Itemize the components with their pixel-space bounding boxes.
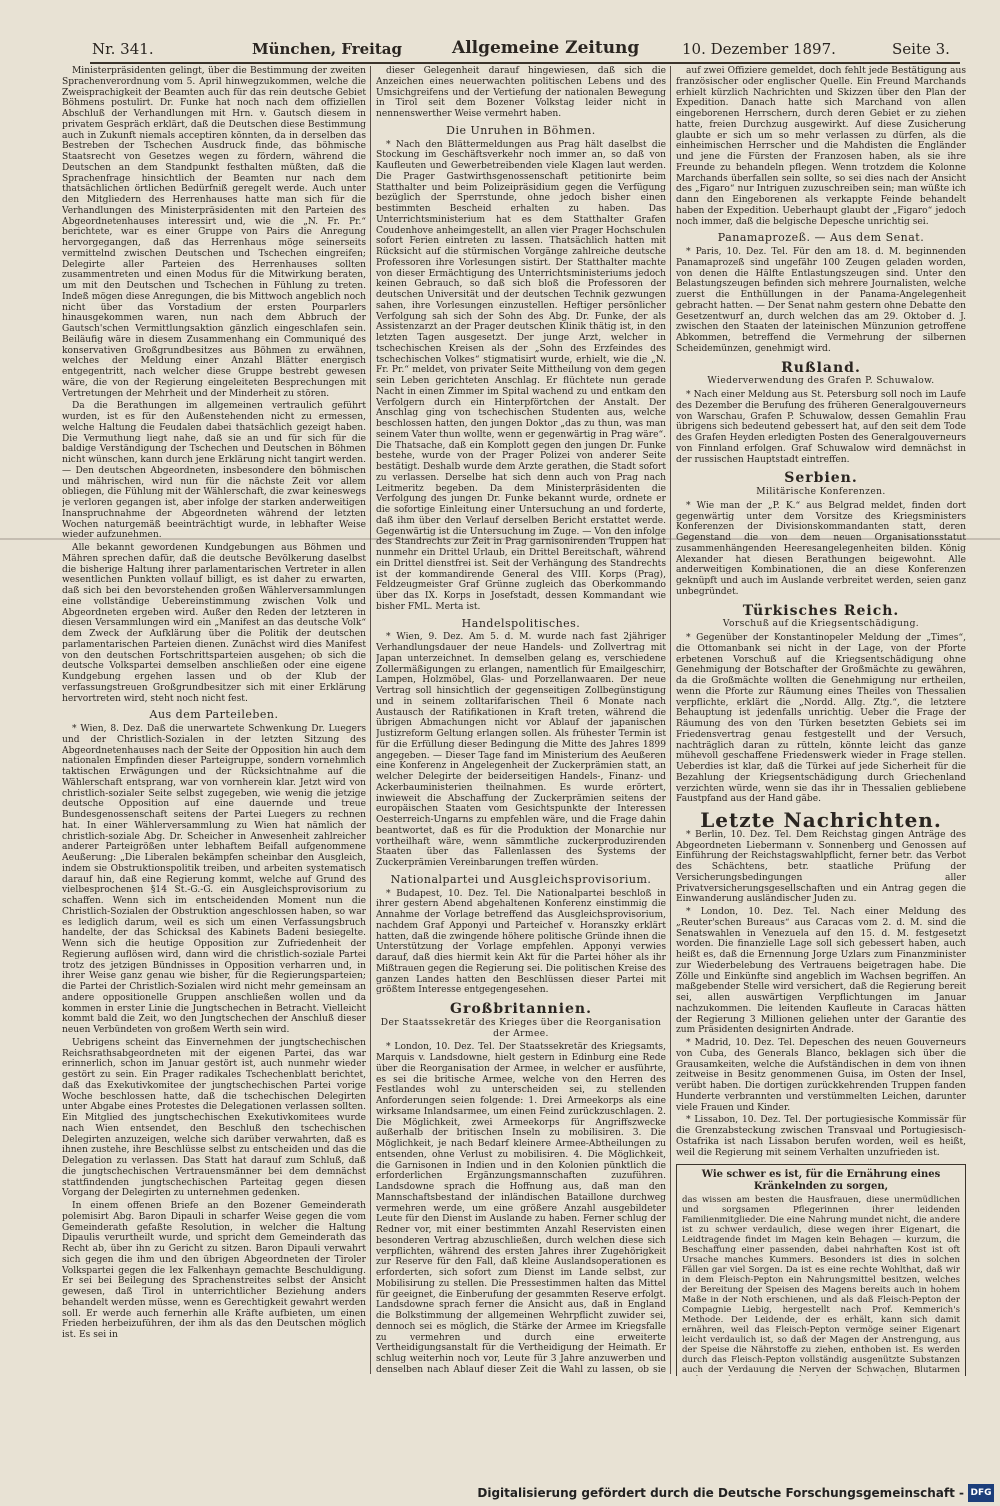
column-2 bbox=[376, 66, 666, 1376]
page-header bbox=[92, 40, 952, 62]
column-3 bbox=[676, 66, 966, 1376]
article-paragraph: * Lissabon, 10. Dez. Tel. Der portugiesische Kommissär für die Grenzabsteckung zwischen Transvaal und Portugiesisch-Ostafrika ist nach Lissabon berufen worden, weil es heißt, weil die Regierung mit seinem Verhalten unzufrieden ist. bbox=[676, 1115, 966, 1158]
masthead-title: Allgemeine Zeitung bbox=[452, 38, 640, 58]
ad-headline: Wie schwer es ist, für die Ernährung eines Kränkelnden zu sorgen, bbox=[701, 1169, 941, 1193]
city-day: München, Freitag bbox=[252, 40, 403, 58]
advertisement-fleisch-pepton bbox=[676, 1164, 966, 1376]
issue-date: 10. Dezember 1897. bbox=[682, 40, 836, 58]
section-heading: Nationalpartei und Ausgleichsprovisorium. bbox=[390, 872, 652, 886]
column-rule bbox=[670, 66, 671, 1374]
article-paragraph: * Paris, 10. Dez. Tel. Für den am 18. d. M. beginnenden Panamaprozeß sind ungefähr 100 Zeugen geladen worden, von denen die Hälfte Entlastungszeugen sind. Unter den Belastungszeugen befinden sich mehrere Journalisten, welche zuerst die Enthüllungen in der Panama-Angelegenheit gebracht hatten. — Der Senat nahm gestern ohne Debatte den Gesetzentwurf an, durch welchen das am 29. Oktober d. J. zwischen den Staaten der lateinischen Münzunion getroffene Abkommen, betreffend die Vermehrung der silbernen Scheidemünzen, genehmigt wird. bbox=[676, 247, 966, 354]
country-heading: Serbien. bbox=[784, 470, 858, 487]
article-paragraph: * London, 10. Dez. Tel. Nach einer Meldung des „Reuter'schen Bureaus“ aus Caracas vom 2. d. M. sind die Senatswahlen in Venezuela auf den 15. d. M. festgesetzt worden. Die finanzielle Lage soll sich gebessert haben, auch heißt es, daß die Ernennung Jorge Uzlars zum Finanzminister zur Wiederbelebung des Vertrauens beigetragen habe. Die Zölle und Einkünfte sind angeblich im Wachsen begriffen. An maßgebender Stelle wird versichert, daß die Regierung bereit sei, allen auswärtigen Verpflichtungen im Januar nachzukommen. Die leitenden Kaufleute in Caracas hätten der Regierung 3 Millionen geliehen unter der Garantie des zum Präsidenten designirten Andrade. bbox=[676, 907, 966, 1036]
section-heading: Die Unruhen in Böhmen. bbox=[446, 123, 596, 137]
article-paragraph: * London, 10. Dez. Tel. Der Staatssekretär des Kriegsamts, Marquis v. Landsdowne, hielt gestern in Edinburg eine Rede über die Reorganisation der Armee, in welcher er ausführte, es sei die britische Armee, welche von den Herren des Festlandes wohl zu unterscheiden sei, zu stellenden Anforderungen seien folgende: 1. Drei Armeekorps als eine wirksame Inlandsarmee, um einen Feind zurückzuschlagen. 2. Die Möglichkeit, zwei Armeekorps für Angriffszwecke außerhalb der britischen Inseln zu mobilisiren. 3. Die Möglichkeit, je nach Bedarf kleinere Armee-Abtheilungen zu entsenden, ohne Verlust zu mobilisiren. 4. Die Möglichkeit, die Garnisonen in Indien und in den Kolonien pünktlich die erforderlichen Ergänzungsmannschaften zuzuführen. Landsdowne sprach die Hoffnung aus, daß man den Mannschaftsbestand der inländischen Bataillone durchweg vermehren werde, um eine größere Anzahl ausgebildeter Leute für den Dienst im Auslande zu haben. Ferner schlug der Redner vor, mit einer bestimmten Anzahl Reservisten einen besonderen Vertrag abzuschließen, durch welchen diese sich verpflichten, während des ersten Jahres ihrer Zugehörigkeit zur Reserve für den Fall, daß kleine Auslandsoperationen es erforderten, sich sofort zum Dienst im Lande selbst, zur Mobilisirung zu stellen. Die Pressestimmen halten das Mittel für geeignet, die Einberufung der gesammten Reserve erfolgt. Landsdowne sprach ferner die Ansicht aus, daß in England die Bolkstimmung der allgemeinen Wehrpflicht zuwider sei, dennoch sei es möglich, die Stärke der Armee im Kriegsfalle zu vermehren und durch eine erweiterte Vertheidigungsanstalt für die Vertheidigung der Heimath. Er schlug weiterhin noch vor, Leute für 3 Jahre anzuwerben und denselben nach Ablauf dieser Zeit die Wahl zu lassen, ob sie bbox=[376, 1042, 666, 1375]
subheading: Militärische Konferenzen. bbox=[756, 487, 886, 497]
country-heading: Türkisches Reich. bbox=[742, 602, 900, 619]
header-rule bbox=[90, 62, 960, 64]
country-heading: Großbritannien. bbox=[450, 1001, 592, 1017]
country-heading: Rußland. bbox=[781, 359, 861, 376]
article-paragraph: Ministerpräsidenten gelingt, über die Bestimmung der zweiten Sprachenverordnung vom 5. April hinwegzukommen, welche die Zweisprachigkeit der Beamten auch für das rein deutsche Gebiet Böhmens postulirt. Dr. Funke hat noch nach dem offiziellen Abschluß der Verhandlungen mit Hrn. v. Gautsch diesem in privatem Gespräch erklärt, daß die Deutschen diese Bestimmung auch in Zukunft niemals acceptiren könnten, da in derselben das Bestreben der Tschechen Ausdruck finde, das böhmische Staatsrecht von Gesetzes wegen zu fördern, während die Deutschen an dem Standpunkt festhalten müßten, daß die Sprachenfrage hinsichtlich der Beamten nur nach dem thatsächlichen örtlichen Bedürfniß geregelt werde. Auch unter den Mitgliedern des Herrenhauses hatte man sich für die Verhandlungen des Ministerpräsidenten mit den Parteien des Abgeordnetenhauses interessirt und, wie die „N. Fr. Pr.“ berichtete, war es einer Gruppe von Pairs die Anregung hervorgegangen, daß das Herrenhaus möge seinerseits vermittelnd zwischen Deutschen und Tschechen eingreifen; Delegirte aller Parteien des Herrenhauses sollten zusammentreten und einen Modus für die Mitwirkung beraten, um mit den Deutschen und Tschechen in Fühlung zu treten. Indeß mögen diese Anregungen, die bis Mittwoch angeblich noch nicht über das Vorstadium der ersten Pourparlers hinausgekommen waren, nun nach dem Abbruch der Gautsch'schen Vermittlungsaktion gänzlich eingeschlafen sein. Beiläufig wäre in diesem Zusammenhang ein Communiqué des konservativen Großgrundbesitzes aus Böhmen zu erwähnen, welches der Meldung einer Anzahl Blätter energisch entgegentritt, nach welcher diese Gruppe bestrebt gewesen wäre, die von der Regierung eingeleiteten Besprechungen mit Vertretungen der Mehrheit und der Minderheit zu stören. bbox=[62, 66, 366, 399]
column-1 bbox=[62, 66, 366, 1376]
article-paragraph: * Budapest, 10. Dez. Tel. Die Nationalpartei beschloß in ihrer gestern Abend abgehaltenen Konferenz einstimmig die Annahme der Vorlage betreffend das Ausgleichsprovisorium, nachdem Graf Apponyi und Parteichef v. Horanszky erklärt hatten, daß die zwingende höhere politische Gründe ihnen die Unterstützung der Vorlage empfehlen. Apponyi verwies darauf, daß dies hiermit kein Akt für die Partei höher als ihr Mißtrauen gegen die Regierung sei. Die politischen Kreise des ganzen Landes hatten den Beschlüssen dieser Partei mit größtem Interesse entgegengesehen. bbox=[376, 888, 666, 996]
article-paragraph: auf zwei Offiziere gemeldet, doch fehlt jede Bestätigung aus französischer oder englischer Quelle. Ein Freund Marchands erhielt kürzlich Nachrichten und Skizzen über den Plan der Expedition. Danach hatte sich Marchand von allen eingeborenen Herrschern, durch deren Gebiet er zu ziehen hatte, freien Durchzug ausgewirkt. Auf diese Zusicherung glaubte er sich um so mehr verlassen zu dürfen, als die einheimischen Herrscher und die Mahdisten die Engländer und jene die Fürsten der Franzosen haben, als sie ihre Freunde zu behandeln pflegen. Wenn trotzdem die Kolonne Marchands überfallen sein sollte, so sei dies nach der Ansicht des „Figaro“ nur Intriguen zuzuschreiben sein; man wüßte ich dann den Eingeborenen als verkappte Feinde behandelt haben der Expedition. Ueberhaupt glaubt der „Figaro“ jedoch noch immer, daß die belgische Depesche unrichtig sei. bbox=[676, 66, 966, 227]
subheading: Der Staatssekretär des Krieges über die Reorganisation der Armee. bbox=[380, 1017, 662, 1039]
dfg-logo: DFG bbox=[968, 1484, 994, 1502]
digitization-footer bbox=[0, 1482, 1000, 1506]
article-paragraph: Alle bekannt gewordenen Kundgebungen aus Böhmen und Mähren sprechen dafür, daß die deutsche Bevölkerung daselbst die bisherige Haltung ihrer parlamentarischen Vertreter in allen wesentlichen Punkten vollauf billigt, es ist daher zu erwarten, daß sich bei den bevorstehenden großen Wählerversammlungen eine vollständige Uebereinstimmung zwischen Volk und Abgeordneten ergeben wird. Außer den Reden der letzteren in diesen Versammlungen wird ein „Manifest an das deutsche Volk“ dem Zweck der Aufklärung über die Politik der deutschen parlamentarischen Parteien dienen. Zunächst wird dies Manifest von den deutschen Fortschrittsparteien ausgehen; ob sich die deutsche Volkspartei demselben anschließen oder eine eigene Kundgebung ergehen lassen und ob der Klub der verfassungstreuen Großgrundbesitzer sich mit einer Erklärung hervortreten wird, steht noch nicht fest. bbox=[62, 543, 366, 704]
article-paragraph: * Gegenüber der Konstantinopeler Meldung der „Times“, die Ottomanbank sei nicht in der Lage, von der Pforte erbetenen Vorschuß auf die Kriegsentschädigung ohne Genehmigung der Botschafter der Großmächte zu gewähren, da die Großmächte wollten die Genehmigung nur ertheilen, wenn die Pforte zur Räumung eines Theiles von Thessalien verpflichte, erklärt die „Nordd. Allg. Ztg.“, die letztere Behauptung ist jedenfalls unrichtig. Ueber die Frage der Räumung des von den Türken besetzten Gebiets sei im Friedensvertrag genau festgestellt und der Versuch, nachträglich daran zu rütteln, könnte leicht das ganze mühevoll geschaffene Friedenswerk wieder in Frage stellen. Ueberdies ist klar, daß die Türkei auf jede Sicherheit für die Bezahlung der Kriegsentschädigung durch Griechenland verzichten würde, wenn sie das ihr in Thessalien gebliebene Faustpfand aus der Hand gäbe. bbox=[676, 633, 966, 805]
article-paragraph: * Wie man der „P. K.“ aus Belgrad meldet, finden dort gegenwärtig unter dem Vorsitze des Kriegsministers Konferenzen der Divisionskommandanten statt, deren Gegenstand die von dem neuen Organisationsstatut zusammenhängenden Heeresangelegenheiten bilden. König Alexander hat diesen Berathungen beigewohnt. Alle anderweitigen Kombinationen, die an diese Konferenzen geknüpft und auch im Auslande verbreitet werden, seien ganz unbegründet. bbox=[676, 500, 966, 597]
article-paragraph: In einem offenen Briefe an den Bozener Gemeinderath polemisirt Abg. Baron Dipauli in scharfer Weise gegen die vom Gemeinderath gefaßte Resolution, in welcher die Haltung Dipaulis verurtheilt wurde, und spricht dem Gemeinderath das Recht ab, über ihn zu Gericht zu sitzen. Baron Dipauli verwahrt sich gegen die ihm und den übrigen Abgeordneten der Tiroler Volkspartei gegen die lex Falkenhayn gemachte Beschuldigung. Er sei bei Beilegung des Sprachenstreites selbst der Ansicht gewesen, daß Tirol in unterrichtlicher Beziehung anders behandelt werden müsse, wenn es Gerechtigkeit gewahrt werden soll. Er werde auch fernerhin alle Kräfte aufbieten, um einen Frieden herbeizuführen, der ihm als das den Deutschen möglich ist. Es sei in bbox=[62, 1201, 366, 1340]
article-paragraph: * Madrid, 10. Dez. Tel. Depeschen des neuen Gouverneurs von Cuba, des Generals Blanco, beklagen sich über die Grausamkeiten, welche die Aufständischen in dem von ihnen zeitweise in Besitz genommenen Guisa, im Osten der Insel, verübt haben. Die dortigen zurückkehrenden Truppen fanden Hunderte verbrannten und verstümmelten Leichen, darunter viele Frauen und Kinder. bbox=[676, 1038, 966, 1113]
column-rule bbox=[370, 66, 371, 1374]
ad-body: das wissen am besten die Hausfrauen, diese unermüdlichen und sorgsamen Pflegerinnen ihrer leidenden Familienmitglieder. Die eine Nahrung mundet nicht, die andere ist zu schwer verdaulich, diese wegen ihrer Eigenart, die Leidtragende findet im Magen kein Behagen — kurzum, die Beschaffung einer passenden, dabei nahrhaften Kost ist oft Ursache manches Kummers. Besonders ist dies in solchen Fällen gar viel Sorgen. Da ist es eine rechte Wohlthat, daß wir in dem Fleisch-Pepton ein Nahrungsmittel besitzen, welches der Bereitung der Speisen des Magens bereits auch in hohem Maße in der Noth erschienen, und als daß Fleisch-Pepton der Compagnie Liebig, hergestellt nach Prof. Kemmerich's Methode. Der Leidende, der es erhält, kann sich damit ernähren, weil das Fleisch-Pepton vermöge seiner Eigenart leicht verdaulich ist, so daß der Magen der Anstrengung, aus der Speise die Nährstoffe zu ziehen, enthoben ist. Es werden durch das Fleisch-Pepton vollständig ausgenützte Substanzen auch der Verdauung die Nerven der Schwachen, Blutarmen bbox=[682, 1195, 960, 1376]
section-heading: Handelspolitisches. bbox=[461, 616, 581, 630]
latest-news-heading: Letzte Nachrichten. bbox=[700, 808, 942, 832]
issue-number: Nr. 341. bbox=[92, 40, 154, 58]
article-paragraph: * Nach einer Meldung aus St. Petersburg soll noch im Laufe des Dezember die Berufung des früheren Generalgouverneurs von Warschau, Grafen P. Schuwalow, dessen Gemahlin Frau übrigens sich bedeutend gebessert hat, auf den seit dem Tode des Grafen Heyden erledigten Posten des Generalgouverneurs von Finnland erfolgen. Graf Schuwalow wird demnächst in der russischen Hauptstadt eintreffen. bbox=[676, 390, 966, 465]
article-paragraph: * Wien, 9. Dez. Am 5. d. M. wurde nach fast 2jähriger Verhandlungsdauer der neue Handels- und Zollvertrag mit Japan unterzeichnet. In demselben gelang es, verschiedene Zollermäßigungen zu erlangen, namentlich für Emailgeschirr, Lampen, Holzmöbel, Glas- und Porzellanwaaren. Der neue Vertrag soll hinsichtlich der gegenseitigen Zollbegünstigung und in seinem zolltarifarischen Theil 6 Monate nach Austausch der Ratifikationen in Kraft treten, während die übrigen Abmachungen nicht vor Ablauf der japanischen Justizreform Geltung erlangen sollen. Als frühester Termin ist für die Erfüllung dieser Bedingung die Mitte des Jahres 1899 angegeben. — Dieser Tage fand im Ministerium des Aeußeren eine Konferenz in Angelegenheit der Zuckerprämien statt, an welcher Delegirte der beiderseitigen Handels-, Finanz- und Ackerbauministerien theilnahmen. Es wurde erörtert, inwieweit die Abschaffung der Zuckerprämien seitens der europäischen Staaten vom Gesichtspunkte der Interessen Oesterreich-Ungarns zu empfehlen wäre, und die Frage dahin beantwortet, daß es für die Produktion der Monarchie nur vortheilhaft wäre, wenn sämmtliche zuckerproduzirenden Staaten über das Fallenlassen des Systems der Zuckerprämien Vereinbarungen treffen würden. bbox=[376, 632, 666, 868]
article-paragraph: dieser Gelegenheit darauf hingewiesen, daß sich die Anzeichen eines neuerwachten politischen Lebens und des Umsichgreifens und der Vertiefung der nationalen Bewegung in Tirol seit dem Bozener Volkstag leider nicht in nennenswerther Weise vermehrt haben. bbox=[376, 66, 666, 119]
article-paragraph: * Nach den Blättermeldungen aus Prag hält daselbst die Stockung im Geschäftsverkehr noch immer an, so daß von Kaufleuten und Gewerbetreibenden viele Klagen laut werden. Die Prager Gastwirthsgenossenschaft petitionirte beim Statthalter und beim Polizeipräsidium gegen die Verfügung bezüglich der Sperrstunde, ohne jedoch bisher einen bestimmten Bescheid erhalten zu haben. Das Unterrichtsministerium hat es dem Statthalter Grafen Coudenhove anheimgestellt, an allen vier Prager Hochschulen sofort Ferien eintreten zu lassen. Thatsächlich hatten mit Rücksicht auf die stürmischen Vorgänge zahlreiche deutsche Professoren ihre Vorlesungen sistirt. Der Statthalter machte von dieser Ermächtigung des Unterrichtsministeriums jedoch keinen Gebrauch, so daß sich bloß die Professoren der deutschen Universität und der deutschen Technik gezwungen sahen, ihre Vorlesungen einzustellen. Heftiger persönlicher Verfolgung sah sich der Sohn des Abg. Dr. Funke, der als Assistenzarzt an der Prager deutschen Klinik thätig ist, in den letzten Tagen ausgesetzt. Der junge Arzt, welcher in tschechischen Kreisen als der „Sohn des Erzfeindes des tschechischen Volkes“ stigmatisirt wurde, erhielt, wie die „N. Fr. Pr.“ meldet, von privater Seite Mittheilung von dem gegen sein Leben gerichteten Anschlag. Er flüchtete nun gerade Nacht in einen Zimmer im Spital wachend zu und entkam den Verfolgern durch ein Hinterpförtchen der Anstalt. Der Anschlag ging von tschechischen Studenten aus, welche beschlossen hatten, den jungen Doktor „das zu thun, was man seinem Vater thun wollte, wenn er gegenwärtig in Prag wäre“. Die Thatsache, daß ein Komplott gegen den jungen Dr. Funke bestehe, wurde von der Prager Polizei von anderer Seite bestätigt. Deshalb wurde dem Arzte gerathen, die Stadt sofort zu verlassen. Derselbe hat sich denn auch von Prag nach Leitmeritz begeben. Da dem Ministerpräsidenten die Verfolgung des jungen Dr. Funke bekannt wurde, ordnete er die sofortige Einleitung einer Untersuchung an und forderte, daß ihm über den Verlauf derselben Bericht erstattet werde. Gegenwärtig ist die Untersuchung im Zuge. — Von den infolge des Standrechts zur Zeit in Prag garnisonirenden Truppen hat nunmehr ein Drittel Urlaub, ein Drittel Bereitschaft, während ein Drittel dienstfrei ist. Seit der Verhängung des Standrechts ist der kommandirende General des VIII. Korps (Prag), Feldzeugmeister Graf Grünne zugleich das Oberkommando über das IX. Korps in Josefstadt, dessen Kommandant wie bisher FML. Merta ist. bbox=[376, 139, 666, 612]
section-heading: Panamaprozeß. — Aus dem Senat. bbox=[717, 231, 925, 245]
subheading: Vorschuß auf die Kriegsentschädigung. bbox=[722, 619, 920, 630]
article-paragraph: Uebrigens scheint das Einvernehmen der jungtschechischen Reichsrathsabgeordneten mit der eigenen Partei, das war erinnerlich, schon im Januar gestört ist, auch nunmehr wieder gestört zu sein. Ein Prager radikales Tschechenblatt berichtet, daß das Exekutivkomitee der jungtschechischen Partei vorige Woche beschlossen hatte, daß die tschechischen Delegirten unter Abgabe eines Protestes die Delegationen verlassen sollten. Ein Mitglied des jungtschechischen Exekutivkomitees wurde nach Wien entsendet, den Beschluß den tschechischen Delegirten anzuzeigen, welche sich darüber verwahrten, daß es ihnen zustehe, ihre Beschlüsse selbst zu entscheiden und das die Delegation zu verlassen. Das Statt hat darauf zum Schluß, daß die jungtschechischen Vertrauensmänner bei dem demnächst stattfindenden jungtschechischen Parteitag gegen diesen Vorgang der Delegirten zu unternehmen gedenken. bbox=[62, 1037, 366, 1199]
article-paragraph: Da die Berathungen im allgemeinen vertraulich geführt wurden, ist es für den Außenstehenden nicht zu ermessen, welche Haltung die Feudalen dabei thatsächlich gezeigt haben. Die Vermuthung liegt nahe, daß sie an und für sich für die baldige Verständigung der Tschechen und Deutschen in Böhmen nicht wünschen, kann durch jene Erklärung nicht tangirt werden. — Den deutschen Abgeordneten, insbesondere den böhmischen und mährischen, wird nun für die nächste Zeit vor allem obliegen, die Fühlung mit der Wählerschaft, die zwar keineswegs je verloren gegangen ist, aber infolge der starken anderweitigen Inanspruchnahme der Abgeordneten während der letzten Wochen naturgemäß beeinträchtigt wurde, in lebhafter Weise wieder aufzunehmen. bbox=[62, 401, 366, 541]
article-paragraph: * Berlin, 10. Dez. Tel. Dem Reichstag gingen Anträge des Abgeordneten Liebermann v. Sonnenberg und Genossen auf Einführung der Reichstagswahlpflicht, ferner betr. das Verbot des Schächtens, betr. staatliche Prüfung der Versicherungsbedingungen aller Privatversicherungsgesellschaften und ein Antrag gegen die Einwanderung ausländischer Juden zu. bbox=[676, 829, 966, 905]
article-paragraph: * Wien, 8. Dez. Daß die unerwartete Schwenkung Dr. Luegers und der Christlich-Sozialen in der letzten Sitzung des Abgeordnetenhauses nach der Seite der Opposition hin auch dem nationalen Empfinden dieser Parteigruppe, sondern vornehmlich taktischen Erwägungen und der Rücksichtnahme auf die Wählerschaft entsprang, war von vornherein klar. Jetzt wird von christlich-sozialer Seite selbst zugegeben, wie wenig die jetzige deutsche Opposition auf eine dauernde und treue Bundesgenossenschaft seitens der Partei Luegers zu rechnen hat. In einer Wählerversammlung zu Wien hat nämlich der christlich-soziale Abg. Dr. Scheicher in Anwesenheit zahlreicher anderer Parteigrößen unter lebhaftem Beifall aufgenommene Aeußerung: „Die Liberalen bekämpfen scheinbar den Ausgleich, indem sie Obstruktionspolitik treiben, und arbeiten systematisch darauf hin, daß eine Regierung kommt, welche auf Grund des vielbesprochenen §14 St.-G.-G. ein Ausgleichsprovisorium zu schaffen. Wenn sich im entscheidenden Moment nun die Christlich-Sozialen der Obstruktion angeschlossen haben, so war es lediglich darum, weil es sich um einen Verfassungsbruch handelte, der das Schicksal des Kabinets Badeni besiegelte. Wenn sich die heutige Opposition zur Zufriedenheit der Regierung auflösen wird, dann wird die christlich-soziale Partei trotz des jetzigen Bündnisses in Opposition verharren und, in ihrer Weise ganz genau wie bisher, für die Regierungsparteien; die Partei der Christlich-Sozialen wird nicht mehr gemeinsam an andere oppositionelle Gruppen anschließen wollen und da kommen in erster Linie die Jungtschechen in Betracht. Vielleicht kommt bald die Zeit, wo den Jungtschechen der Anschluß dieser neuen Verbündeten von großem Werth sein wird. bbox=[62, 724, 366, 1035]
page-number: Seite 3. bbox=[892, 40, 950, 58]
section-heading: Aus dem Parteileben. bbox=[149, 708, 279, 722]
footer-credit: Digitalisierung gefördert durch die Deutsche Forschungsgemeinschaft - bbox=[477, 1486, 964, 1500]
subheading: Wiederverwendung des Grafen P. Schuwalow. bbox=[707, 376, 935, 387]
